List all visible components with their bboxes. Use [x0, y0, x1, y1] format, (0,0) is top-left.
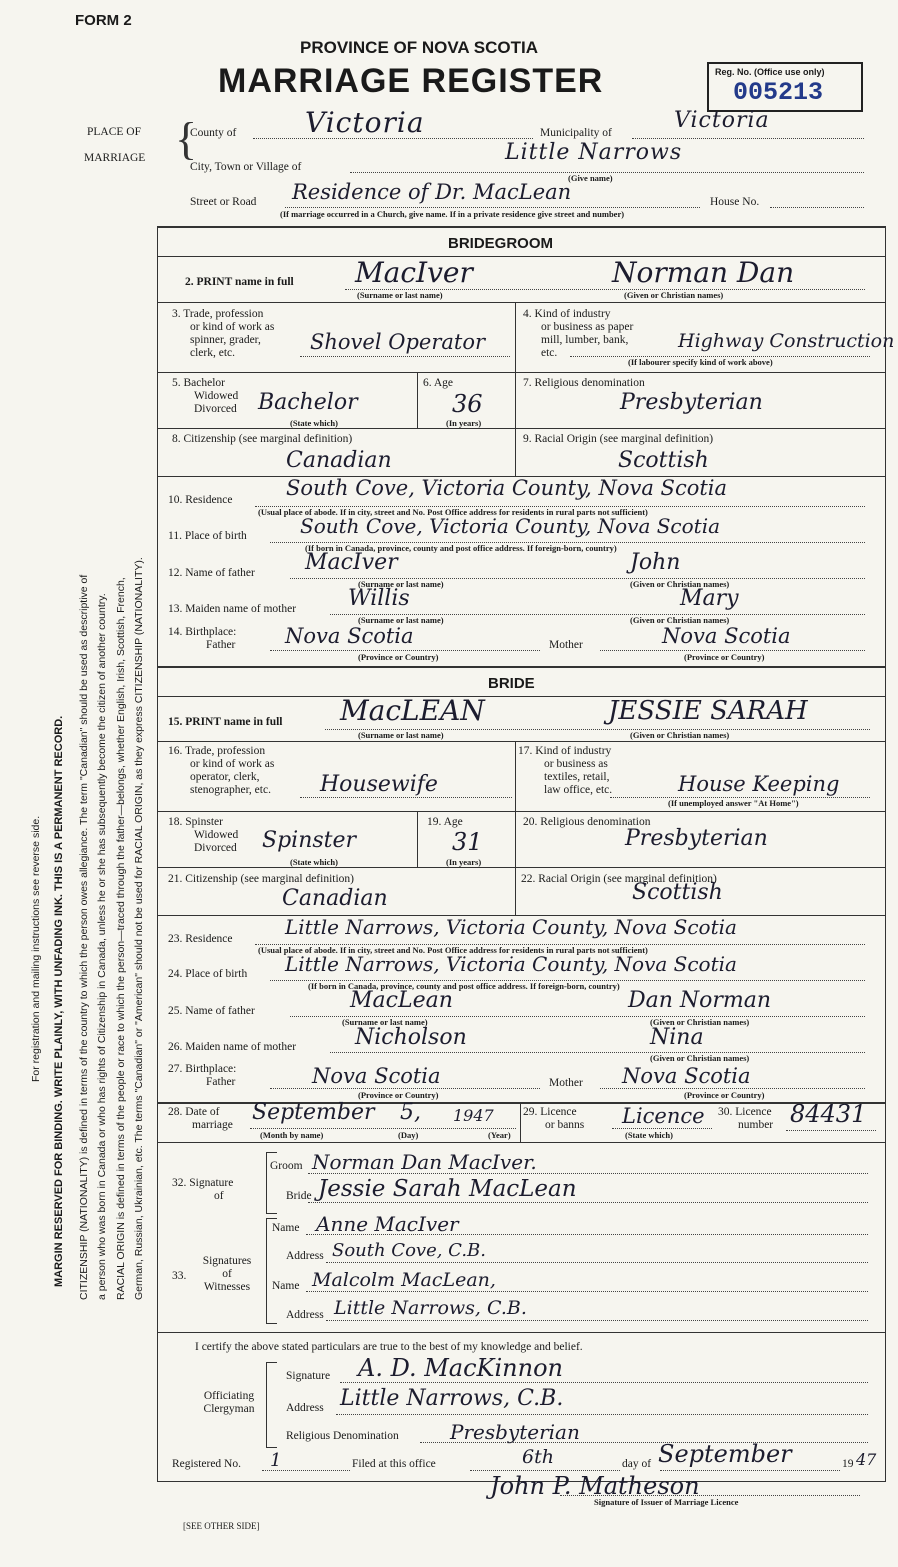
- f5-label: 5. Bachelor Widowed Divorced: [172, 377, 239, 415]
- house-label: House No.: [710, 196, 760, 208]
- licence-number: 84431: [790, 1100, 867, 1128]
- bride-mother-given: Nina: [650, 1025, 704, 1050]
- filed-label: Filed at this office: [352, 1458, 436, 1470]
- bride-citizenship: Canadian: [282, 886, 388, 911]
- f20-label: 20. Religious denomination: [523, 816, 651, 828]
- f13-label: 13. Maiden name of mother: [168, 603, 297, 615]
- margin-text-1: For registration and mailing instructions see reverse side.: [30, 815, 42, 1082]
- f12-surname-note: (Surname or last name): [358, 579, 444, 589]
- groom-father-surname: MacIver: [305, 550, 398, 575]
- city-value: Little Narrows: [505, 140, 683, 165]
- bride-mother-surname: Nicholson: [355, 1025, 467, 1050]
- f7-label: 7. Religious denomination: [523, 377, 645, 389]
- bride-given: JESSIE SARAH: [608, 696, 808, 726]
- clergy-addr-label: Address: [286, 1402, 324, 1414]
- f14-prov-note-1: (Province or Country): [358, 652, 439, 662]
- f4-label: 4. Kind of industry or business as paper mill, lumber, bank, etc.: [523, 308, 634, 359]
- f33-label: 33.: [172, 1270, 187, 1282]
- surname-note: (Surname or last name): [357, 290, 443, 300]
- margin-text-5: RACIAL ORIGIN is defined in terms of the people or race to which the person—traced through the father—belongs, whether English, Irish, Scottish, French,: [115, 577, 127, 1300]
- filed-year-prefix: 19: [842, 1458, 854, 1470]
- bride-father-bp: Nova Scotia: [312, 1064, 441, 1088]
- filed-day: 6th: [522, 1446, 554, 1468]
- registered-no-label: Registered No.: [172, 1458, 241, 1470]
- f16-label: 16. Trade, profession or kind of work as operator, clerk, stenographer, etc.: [168, 745, 275, 796]
- f32-label: 32. Signature of: [172, 1177, 234, 1202]
- w1-address: South Cove, C.B.: [332, 1240, 486, 1261]
- margin-text-3: CITIZENSHIP (NATIONALITY) is defined in terms of the country to which the person owes allegiance. The term "Canadian" should be used as descriptive of: [78, 574, 90, 1300]
- res-note: (Usual place of abode. If in city, street and No. Post Office address for residents in rural parts not sufficient): [258, 507, 648, 517]
- f6-label: 6. Age: [423, 377, 454, 389]
- marriage-day: 5,: [400, 1100, 421, 1125]
- bride-signature: Jessie Sarah MacLean: [318, 1176, 577, 1202]
- w1-name-label: Name: [272, 1222, 300, 1234]
- reg-no-value: 005213: [733, 78, 824, 107]
- county-value: Victoria: [305, 106, 425, 139]
- bride-trade: Housewife: [320, 772, 438, 797]
- groom-surname: MacIver: [355, 256, 473, 289]
- day-note: (Day): [398, 1130, 419, 1140]
- groom-mother-surname: Willis: [348, 586, 410, 611]
- w2-addr-label: Address: [286, 1309, 324, 1321]
- groom-birthplace: South Cove, Victoria County, Nova Scotia: [300, 514, 721, 538]
- year-note: (Year): [488, 1130, 511, 1140]
- bride-origin: Scottish: [632, 880, 723, 905]
- bride-industry: House Keeping: [678, 772, 840, 796]
- bride-father-given: Dan Norman: [628, 988, 772, 1013]
- city-label: City, Town or Village of: [190, 161, 302, 173]
- county-label: County of: [190, 127, 237, 139]
- licence-type: Licence: [622, 1104, 705, 1128]
- province-heading: PROVINCE OF NOVA SCOTIA: [300, 38, 539, 57]
- groom-citizenship: Canadian: [286, 448, 392, 473]
- marriage-month: September: [252, 1100, 375, 1125]
- f26-label: 26. Maiden name of mother: [168, 1041, 297, 1053]
- reg-no-label: Reg. No. (Office use only): [715, 67, 825, 77]
- groom-mother-bp: Nova Scotia: [662, 624, 791, 648]
- f23-note: (Usual place of abode. If in city, street and No. Post Office address for residents in rural parts not sufficient): [258, 945, 648, 955]
- bride-father-surname: MacLean: [350, 988, 453, 1013]
- f13-surname-note: (Surname or last name): [358, 615, 444, 625]
- f28-label: 28. Date of marriage: [168, 1106, 233, 1131]
- bridegroom-heading: BRIDEGROOM: [448, 235, 553, 252]
- bride-industry-note: (If unemployed answer "At Home"): [668, 798, 799, 808]
- bride-sig-label: Bride: [286, 1190, 312, 1202]
- groom-status: Bachelor: [258, 390, 358, 415]
- reg-no-box: [707, 62, 863, 112]
- issuer-label: Signature of Issuer of Marriage Licence: [594, 1497, 739, 1507]
- given-note: (Given or Christian names): [624, 290, 724, 300]
- bride-residence: Little Narrows, Victoria County, Nova Scotia: [285, 915, 737, 939]
- see-other-side: [SEE OTHER SIDE]: [183, 1521, 260, 1531]
- f25-given-note: (Given or Christian names): [650, 1017, 750, 1027]
- w2-address: Little Narrows, C.B.: [334, 1297, 527, 1319]
- f11-label: 11. Place of birth: [168, 530, 247, 542]
- groom-father-given: John: [630, 550, 681, 575]
- groom-age: 36: [452, 390, 483, 418]
- clergy-address: Little Narrows, C.B.: [340, 1386, 564, 1411]
- clergy-denomination: Presbyterian: [450, 1420, 580, 1444]
- f21-label: 21. Citizenship (see marginal definition): [168, 873, 354, 885]
- industry-note: (If labourer specify kind of work above): [628, 357, 773, 367]
- f29-label: 29. Licence or banns: [523, 1106, 585, 1131]
- f15-surname-note: (Surname or last name): [358, 730, 444, 740]
- groom-trade: Shovel Operator: [310, 330, 486, 354]
- groom-industry: Highway Construction: [678, 330, 895, 352]
- margin-text-2: MARGIN RESERVED FOR BINDING. WRITE PLAINLY, WITH UNFADING INK. THIS IS A PERMANENT RECORD.: [53, 715, 65, 1287]
- f13-given-note: (Given or Christian names): [630, 615, 730, 625]
- groom-origin: Scottish: [618, 448, 709, 473]
- bride-surname: MacLEAN: [340, 694, 485, 727]
- licence-state-note: (State which): [625, 1130, 673, 1140]
- groom-mother-given: Mary: [680, 586, 739, 611]
- bride-age: 31: [452, 828, 483, 856]
- f27-label: 27. Birthplace: Father: [168, 1063, 237, 1088]
- bride-birthplace: Little Narrows, Victoria County, Nova Scotia: [285, 952, 737, 976]
- place-note: (If marriage occurred in a Church, give name. If in a private residence give street and number): [280, 209, 625, 219]
- denom-label: Religious Denomination: [286, 1430, 399, 1442]
- in-years-note: (In years): [446, 418, 482, 428]
- groom-signature: Norman Dan MacIver.: [312, 1150, 537, 1174]
- f2-label: 2. PRINT name in full: [185, 276, 294, 288]
- clergy-label: Officiating Clergyman: [203, 1390, 255, 1415]
- form-number: FORM 2: [75, 12, 132, 29]
- margin-text-4: a person who was born in Canada or who has rights of Citizenship in Canada, unless he or she has subsequently become the citizen of another country.: [96, 593, 108, 1300]
- f9-label: 9. Racial Origin (see marginal definition): [523, 433, 714, 445]
- f3-label: 3. Trade, profession or kind of work as spinner, grader, clerk, etc.: [172, 308, 275, 359]
- municipality-label: Municipality of: [540, 127, 612, 139]
- birth-note: (If born in Canada, province, county and post office address. If foreign-born, country): [305, 543, 617, 553]
- clergy-sig-label: Signature: [286, 1370, 331, 1382]
- groom-father-bp: Nova Scotia: [285, 624, 414, 648]
- clergy-bracket: [266, 1362, 277, 1448]
- registered-no: 1: [270, 1450, 282, 1471]
- groom-religion: Presbyterian: [620, 390, 763, 415]
- day-of-label: day of: [622, 1458, 652, 1470]
- f19-years-note: (In years): [446, 857, 482, 867]
- f25-label: 25. Name of father: [168, 1005, 255, 1017]
- f19-label: 19. Age: [427, 816, 463, 828]
- f24-note: (If born in Canada, province, county and post office address. If foreign-born, country): [308, 981, 620, 991]
- f12-given-note: (Given or Christian names): [630, 579, 730, 589]
- f10-label: 10. Residence: [168, 494, 233, 506]
- place-label-2: MARRIAGE: [84, 152, 146, 164]
- f17-label: 17. Kind of industry or business as textiles, retail, law office, etc.: [518, 745, 613, 796]
- state-which-note: (State which): [290, 418, 338, 428]
- page-title: MARRIAGE REGISTER: [218, 62, 604, 100]
- f30-label: 30. Licence number: [718, 1106, 774, 1131]
- f15-label: 15. PRINT name in full: [168, 716, 283, 728]
- brace: {: [175, 113, 198, 164]
- certify-text: I certify the above stated particulars are true to the best of my knowledge and belief.: [195, 1341, 583, 1353]
- street-label: Street or Road: [190, 196, 257, 208]
- w2-name-label: Name: [272, 1280, 300, 1292]
- bride-status: Spinster: [262, 828, 357, 853]
- clergy-signature: A. D. MacKinnon: [358, 1354, 563, 1382]
- f8-label: 8. Citizenship (see marginal definition): [172, 433, 353, 445]
- f15-given-note: (Given or Christian names): [630, 730, 730, 740]
- f27-prov-note-2: (Province or Country): [684, 1090, 765, 1100]
- margin-text-6: German, Russian, Ukrainian, etc. The terms "Canadian" or "American" should not be used for RACIAL ORIGIN, as they express CITIZENSHIP (NATIONALITY).: [133, 557, 145, 1300]
- f14-prov-note-2: (Province or Country): [684, 652, 765, 662]
- street-value: Residence of Dr. MacLean: [292, 180, 572, 204]
- f12-label: 12. Name of father: [168, 567, 255, 579]
- w2-name: Malcolm MacLean,: [312, 1269, 496, 1291]
- f27-mother-label: Mother: [549, 1077, 583, 1089]
- filed-month: September: [658, 1440, 792, 1468]
- give-name-note: (Give name): [568, 173, 613, 183]
- f24-label: 24. Place of birth: [168, 968, 248, 980]
- issuer-signature: John P. Matheson: [490, 1472, 700, 1500]
- groom-given: Norman Dan: [612, 256, 795, 289]
- f18-state-note: (State which): [290, 857, 338, 867]
- place-label-1: PLACE OF: [87, 126, 141, 138]
- f22-label: 22. Racial Origin (see marginal definition): [521, 873, 717, 885]
- groom-sig-label: Groom: [270, 1160, 303, 1172]
- bride-mother-bp: Nova Scotia: [622, 1064, 751, 1088]
- marriage-year: 1947: [453, 1106, 494, 1125]
- w1-name: Anne MacIver: [316, 1212, 459, 1236]
- filed-year: 47: [856, 1450, 877, 1469]
- f14-label: 14. Birthplace: Father: [168, 626, 237, 651]
- f14-mother-label: Mother: [549, 639, 583, 651]
- f25-surname-note: (Surname or last name): [342, 1017, 428, 1027]
- witness-label: Signatures of Witnesses: [202, 1255, 252, 1293]
- f23-label: 23. Residence: [168, 933, 233, 945]
- f26-given-note: (Given or Christian names): [650, 1053, 750, 1063]
- f27-prov-note-1: (Province or Country): [358, 1090, 439, 1100]
- month-note: (Month by name): [260, 1130, 324, 1140]
- w1-addr-label: Address: [286, 1250, 324, 1262]
- bride-heading: BRIDE: [488, 675, 535, 692]
- f18-label: 18. Spinster Widowed Divorced: [168, 816, 239, 854]
- bride-religion: Presbyterian: [625, 826, 768, 851]
- groom-residence: South Cove, Victoria County, Nova Scotia: [286, 476, 728, 500]
- municipality-value: Victoria: [674, 108, 770, 133]
